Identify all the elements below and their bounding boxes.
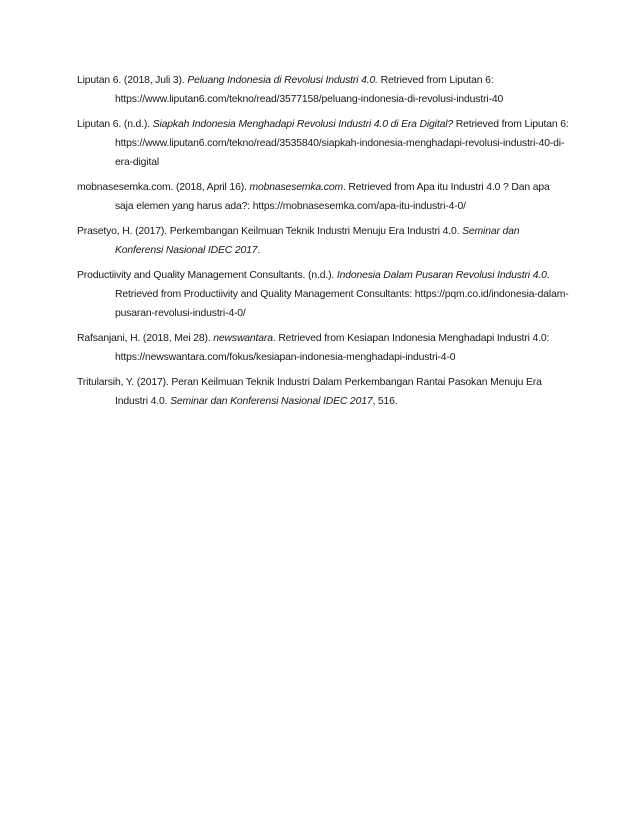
reference-source: Retrieved from Liputan 6: https://www.liputan6.com/tekno/read/3535840/siapkah-indonesia-menghadapi-revolusi-industri-40-di-era-digital bbox=[115, 119, 569, 168]
reference-source: , 516. bbox=[372, 396, 398, 407]
reference-author: Liputan 6. (2018, Juli 3). bbox=[77, 75, 188, 86]
reference-title: Seminar dan Konferensi Nasional IDEC 2017 bbox=[170, 396, 373, 407]
reference-source: . Retrieved from Productiivity and Quality Management Consultants: https://pqm.co.id/indonesia-dalam-pusaran-revolusi-industri-4-0/ bbox=[115, 270, 569, 319]
reference-title: Siapkah Indonesia Menghadapi Revolusi Industri 4.0 di Era Digital? bbox=[152, 119, 453, 130]
reference-entry-6 bbox=[77, 329, 569, 367]
reference-title: newswantara bbox=[213, 333, 273, 344]
reference-entry-2 bbox=[77, 115, 569, 172]
reference-source: . Retrieved from Kesiapan Indonesia Menghadapi Industri 4.0: https://newswantara.com/fokus/kesiapan-indonesia-menghadapi-industri-4-0 bbox=[115, 333, 550, 363]
reference-entry-7 bbox=[77, 373, 569, 411]
reference-author: Rafsanjani, H. (2018, Mei 28). bbox=[77, 333, 214, 344]
reference-author: Liputan 6. (n.d.). bbox=[77, 119, 153, 130]
reference-author: Tritularsih, Y. (2017). Peran Keilmuan Teknik Industri Dalam Perkembangan Rantai Pasokan Menuju Era Industri 4.0. bbox=[77, 377, 542, 407]
reference-entry-1 bbox=[77, 71, 569, 109]
reference-title: mobnasesemka.com bbox=[249, 182, 343, 193]
reference-list bbox=[77, 71, 569, 417]
reference-entry-5 bbox=[77, 266, 569, 323]
reference-entry-3 bbox=[77, 178, 569, 216]
reference-title: Peluang Indonesia di Revolusi Industri 4.0. bbox=[187, 75, 378, 86]
reference-source: Retrieved from Liputan 6: https://www.liputan6.com/tekno/read/3577158/peluang-indonesia-di-revolusi-industri-40 bbox=[115, 75, 504, 105]
reference-source: . Retrieved from Apa itu Industri 4.0 ? Dan apa saja elemen yang harus ada?: https://mobnasesemka.com/apa-itu-industri-4-0/ bbox=[115, 182, 550, 212]
reference-author: mobnasesemka.com. (2018, April 16). bbox=[77, 182, 250, 193]
reference-entry-4 bbox=[77, 222, 569, 260]
reference-title: Indonesia Dalam Pusaran Revolusi Industri 4.0 bbox=[336, 270, 547, 281]
reference-source: . bbox=[257, 245, 261, 256]
reference-author: Prasetyo, H. (2017). Perkembangan Keilmuan Teknik Industri Menuju Era Industri 4.0. bbox=[77, 226, 463, 237]
reference-author: Productiivity and Quality Management Consultants. (n.d.). bbox=[77, 270, 337, 281]
reference-title: Seminar dan Konferensi Nasional IDEC 2017 bbox=[115, 226, 520, 256]
